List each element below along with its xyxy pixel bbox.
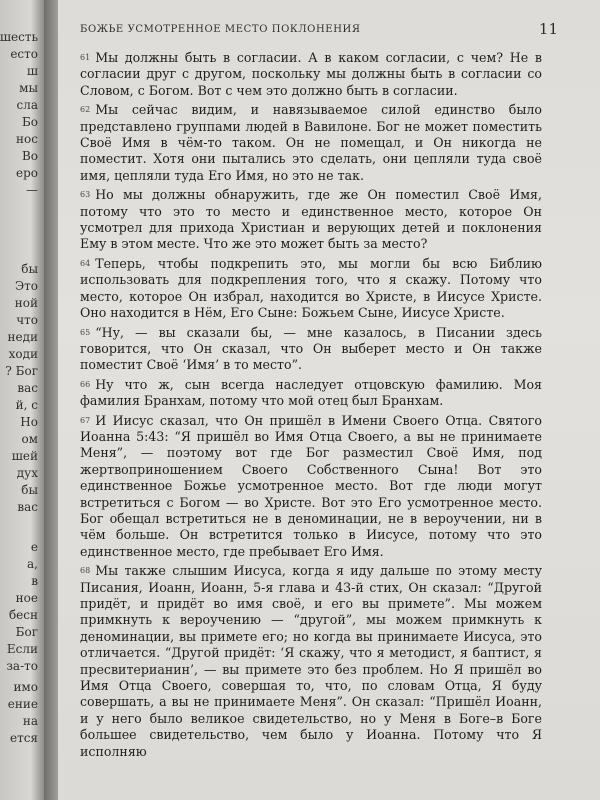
page-number: 11 xyxy=(538,20,558,38)
previous-page-text-fragment: вас xyxy=(17,381,38,395)
previous-page-text-fragment: ется xyxy=(9,731,38,745)
paragraph-text: Мы должны быть в согласии. А в каком согласии, с чем? Не в согласии друг с другом, поскольку мы должны быть в согласии со Словом, с Богом. Вот с чем это должно быть в согласии. xyxy=(80,50,542,98)
previous-page-text-fragment: Во xyxy=(21,149,38,163)
previous-page-text-fragment: бы xyxy=(21,483,38,497)
previous-page-text-fragment: е xyxy=(30,540,38,554)
previous-page-text-fragment: ное xyxy=(15,591,38,605)
paragraph-number: 68 xyxy=(80,566,91,576)
previous-page-text-fragment: ? Бог xyxy=(5,364,38,378)
previous-page-text-fragment: а, xyxy=(27,557,38,571)
previous-page-text-fragment: й, с xyxy=(15,398,38,412)
previous-page-text-fragment: мы xyxy=(19,81,38,95)
paragraph-number: 62 xyxy=(80,105,91,115)
paragraph-text: Теперь, чтобы подкрепить это, мы могли бы всю Библию использовать для подкрепления того, что я скажу. Потому что место, которое Он избрал, находится во Христе, в Иисусе Христе. Оно находится в Нём, Его Сыне: Божьем Сыне, Иисусе Христе. xyxy=(80,255,542,321)
previous-page-text-fragment: бы xyxy=(21,262,38,276)
paragraph-number: 65 xyxy=(80,327,91,337)
paragraph-61 xyxy=(80,50,542,99)
previous-page-text-fragment: — xyxy=(26,183,38,197)
previous-page-text-fragment: есто xyxy=(10,47,38,61)
previous-page-edge xyxy=(0,0,44,800)
paragraph-text: И Иисус сказал, что Он пришёл в Имени Своего Отца. Святого Иоанна 5:43: “Я пришёл во Имя Отца Своего, а вы не принимаете Меня”, — поэтому вот где Бог разместил Своё Имя, под жертвоприношением Своего Собственного Сына! Вот это единственное Божье усмотренное место. Вот где люди могут встретиться с Богом — во Христе. Вот это Его усмотренное место. Бог обещал встретиться не в деноминации, не в вероучении, ни в чём больше. Он встретится только в Иисусе, потому что это единственное место, где пребывает Его Имя. xyxy=(80,412,542,559)
paragraph-text: Но мы должны обнаружить, где же Он поместил Своё Имя, потому что это то место и единственное место, которое Он усмотрел для прихода Христиан и верующих детей и поклонения Ему в этом месте. Что же это может быть за место? xyxy=(80,187,542,252)
previous-page-text-fragment: ение xyxy=(7,697,38,711)
paragraph-62 xyxy=(80,102,542,184)
paragraph-65 xyxy=(80,325,542,374)
paragraph-64 xyxy=(80,256,542,322)
paragraph-63 xyxy=(80,187,542,253)
previous-page-text-fragment: шесть xyxy=(0,30,38,44)
previous-page-text-fragment: бесн xyxy=(8,608,38,622)
previous-page-text-fragment: ходи xyxy=(8,347,38,361)
previous-page-text-fragment: вас xyxy=(17,500,38,514)
paragraph-66 xyxy=(80,377,542,410)
paragraph-number: 63 xyxy=(80,190,91,200)
previous-page-text-fragment: шей xyxy=(11,449,38,463)
paragraph-text: Ну что ж, сын всегда наследует отцовскую фамилию. Моя фамилия Бранхам, потому что мой отец был Бранхам. xyxy=(80,376,542,409)
paragraph-68 xyxy=(80,563,542,760)
book-page xyxy=(58,0,600,800)
previous-page-text-fragment: в xyxy=(31,574,38,588)
previous-page-text-fragment: Но xyxy=(20,415,38,429)
previous-page-text-fragment: ш xyxy=(26,64,38,78)
paragraph-number: 67 xyxy=(80,415,91,425)
previous-page-text-fragment: ной xyxy=(14,296,38,310)
previous-page-text-fragment: нос xyxy=(16,132,38,146)
previous-page-text-fragment: Если xyxy=(6,642,38,656)
previous-page-text-fragment: еро xyxy=(15,166,38,180)
previous-page-text-fragment: имо xyxy=(13,680,38,694)
paragraph-number: 61 xyxy=(80,53,91,62)
paragraph-number: 64 xyxy=(80,258,91,268)
previous-page-text-fragment: на xyxy=(22,714,38,728)
previous-page-text-fragment: за-то xyxy=(6,659,38,673)
running-title: БОЖЬЕ УСМОТРЕННОЕ МЕСТО ПОКЛОНЕНИЯ xyxy=(80,24,361,35)
paragraph-text: Мы также слышим Иисуса, когда я иду дальше по этому месту Писания, Иоанн, Иоанн, 5-я глава и 43-й стих, Он сказал: “Другой придёт, и придёт во имя своё, и его вы примете”. Мы можем примкнуть к вероучению — “другой”, мы можем примкнуть к деноминации, вы примете его; но когда вы принимаете Иисуса, это отличается. “Другой придёт: ‘Я скажу, что я методист, я баптист, я пресвитерианин’, — вы примете это без проблем. Но Я пришёл во Имя Отца Своего, совершая то, что, по словам Отца, Я буду совершать, а вы не принимаете Меня”. Он сказал: “Пришёл Иоанн, и у него было великое свидетельство, но у Меня в Боге–в Боге большее свидетельство, чем было у Иоанна. Потому что Я исполняю xyxy=(80,563,542,759)
previous-page-text-fragment: дух xyxy=(16,466,38,480)
previous-page-text-fragment: неди xyxy=(7,330,38,344)
previous-page-text-fragment: что xyxy=(16,313,38,327)
paragraph-number: 66 xyxy=(80,379,91,389)
body-text xyxy=(80,50,542,763)
previous-page-text-fragment: Бог xyxy=(15,625,38,639)
paragraph-text: Мы сейчас видим, и навязываемое силой единство было представлено группами людей в Вавилоне. Бог не может поместить Своё Имя в чём-то таком. Он не помещал, и Он никогда не поместит. Хотя они пытались это сделать, они цепляли туда своё имя, цепляли туда Его Имя, но это не так. xyxy=(80,102,542,183)
previous-page-text-fragment: Это xyxy=(14,279,38,293)
previous-page-text-fragment: ом xyxy=(21,432,38,446)
paragraph-text: “Ну, — вы сказали бы, — мне казалось, в Писании здесь говорится, что Он сказал, что Он выберет место и Он также поместит Своё ‘Имя’ в то место”. xyxy=(80,324,542,373)
previous-page-text-fragment: Бо xyxy=(21,115,38,129)
previous-page-text-fragment: сла xyxy=(16,98,38,112)
paragraph-67 xyxy=(80,413,542,561)
